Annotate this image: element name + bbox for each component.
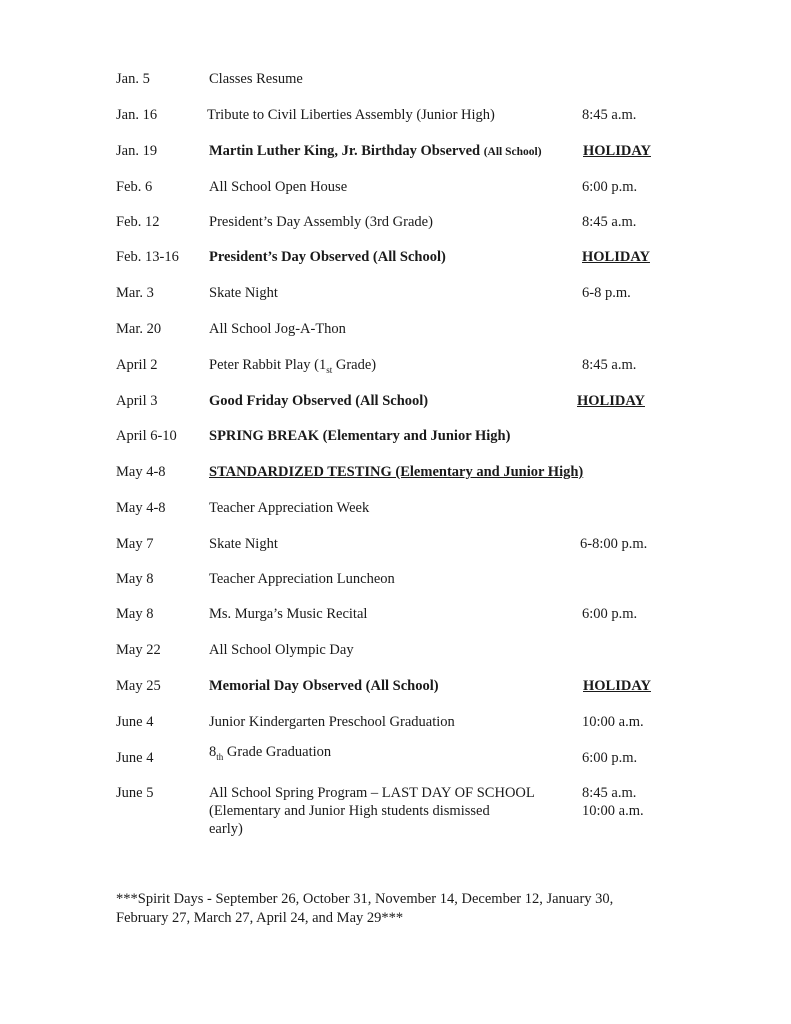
event-name: Skate Night xyxy=(209,285,278,301)
schedule-row xyxy=(0,425,791,447)
event-date: April 6-10 xyxy=(116,428,177,444)
event-name: All School Olympic Day xyxy=(209,642,354,658)
schedule-row xyxy=(0,104,791,126)
event-date: Jan. 16 xyxy=(116,107,158,123)
event-time: 6-8:00 p.m. xyxy=(580,536,648,552)
schedule-row xyxy=(0,744,791,769)
schedule-row xyxy=(0,390,791,412)
event-date: May 8 xyxy=(116,571,154,587)
ordinal-suffix: st xyxy=(326,364,333,375)
schedule-row xyxy=(0,675,791,697)
event-time: 6-8 p.m. xyxy=(582,285,631,301)
event-date: Jan. 19 xyxy=(116,143,158,159)
event-name: Teacher Appreciation Luncheon xyxy=(209,571,395,587)
event-date: May 4-8 xyxy=(116,464,166,480)
event-name: Peter Rabbit Play (1 xyxy=(209,357,327,373)
schedule-row xyxy=(0,140,791,162)
event-name: Teacher Appreciation Week xyxy=(209,500,370,516)
event-name: Junior Kindergarten Preschool Graduation xyxy=(209,714,455,730)
schedule-row xyxy=(0,282,791,304)
event-name: STANDARDIZED TESTING (Elementary and Junior High) xyxy=(209,464,584,480)
schedule-row xyxy=(0,603,791,625)
event-name: Tribute to Civil Liberties Assembly (Junior High) xyxy=(207,107,495,123)
event-name: All School Jog-A-Thon xyxy=(209,321,346,337)
event-time: 8:45 a.m. xyxy=(582,785,637,801)
event-name: President’s Day Observed (All School) xyxy=(209,249,446,265)
holiday-label: HOLIDAY xyxy=(583,678,651,694)
event-time: 6:00 p.m. xyxy=(582,179,638,195)
schedule-row xyxy=(0,782,791,842)
event-name-suffix: (All School) xyxy=(483,146,542,158)
event-name: All School Open House xyxy=(209,179,348,195)
schedule-row xyxy=(0,639,791,661)
event-name-group xyxy=(209,741,331,768)
event-date: April 2 xyxy=(116,357,158,373)
schedule-row xyxy=(0,246,791,268)
holiday-label: HOLIDAY xyxy=(583,143,651,159)
schedule-row xyxy=(0,318,791,340)
holiday-label: HOLIDAY xyxy=(577,393,645,409)
event-date: Feb. 6 xyxy=(116,179,153,195)
event-date: June 4 xyxy=(116,750,154,766)
event-name-line2: (Elementary and Junior High students dismissed xyxy=(209,803,490,819)
event-date: Mar. 20 xyxy=(116,321,162,337)
event-name-line3: early) xyxy=(209,821,243,837)
schedule-row xyxy=(0,68,791,90)
event-time: 8:45 a.m. xyxy=(582,214,637,230)
event-date: May 25 xyxy=(116,678,161,694)
event-name: Memorial Day Observed (All School) xyxy=(209,678,439,694)
event-date: Feb. 13-16 xyxy=(116,249,179,265)
event-name: Classes Resume xyxy=(209,71,303,87)
event-name: Martin Luther King, Jr. Birthday Observed xyxy=(209,143,481,159)
event-time: 8:45 a.m. xyxy=(582,107,637,123)
event-name: Good Friday Observed (All School) xyxy=(209,393,429,409)
event-date: April 3 xyxy=(116,393,158,409)
event-date: June 5 xyxy=(116,785,154,801)
schedule-row xyxy=(0,461,791,483)
schedule-row xyxy=(0,568,791,590)
event-time-2: 10:00 a.m. xyxy=(582,803,644,819)
schedule-row xyxy=(0,497,791,519)
event-time: 6:00 p.m. xyxy=(582,606,638,622)
event-date: June 4 xyxy=(116,714,154,730)
event-name: Grade Graduation xyxy=(223,744,332,760)
event-time: 8:45 a.m. xyxy=(582,357,637,373)
event-time: 6:00 p.m. xyxy=(582,750,638,766)
event-date: May 4-8 xyxy=(116,500,166,516)
event-date: May 22 xyxy=(116,642,161,658)
holiday-label: HOLIDAY xyxy=(582,249,650,265)
schedule-row xyxy=(0,711,791,733)
event-name: Skate Night xyxy=(209,536,278,552)
schedule-row xyxy=(0,176,791,198)
event-date: Jan. 5 xyxy=(116,71,150,87)
ordinal-suffix: th xyxy=(216,751,224,762)
ordinal-number: 8 xyxy=(209,744,217,760)
schedule-row xyxy=(0,211,791,233)
event-name-group xyxy=(209,784,579,838)
event-name-group xyxy=(209,354,376,381)
event-name: SPRING BREAK (Elementary and Junior High) xyxy=(209,428,511,444)
event-time-group xyxy=(582,784,702,820)
event-time: 10:00 a.m. xyxy=(582,714,644,730)
event-date: May 7 xyxy=(116,536,154,552)
event-name: Ms. Murga’s Music Recital xyxy=(209,606,368,622)
event-name: President’s Day Assembly (3rd Grade) xyxy=(209,214,433,230)
event-date: Feb. 12 xyxy=(116,214,160,230)
event-date: May 8 xyxy=(116,606,154,622)
event-name-group xyxy=(209,140,542,163)
schedule-row xyxy=(0,533,791,555)
event-name: All School Spring Program – LAST DAY OF SCHOOL xyxy=(209,785,535,801)
spirit-days-note: ***Spirit Days - September 26, October 31, November 14, December 12, January 30, February 27, March 27, April 24, and May 29*** xyxy=(116,891,614,926)
event-name-tail: Grade) xyxy=(332,357,377,373)
schedule-row xyxy=(0,354,791,376)
event-date: Mar. 3 xyxy=(116,285,154,301)
